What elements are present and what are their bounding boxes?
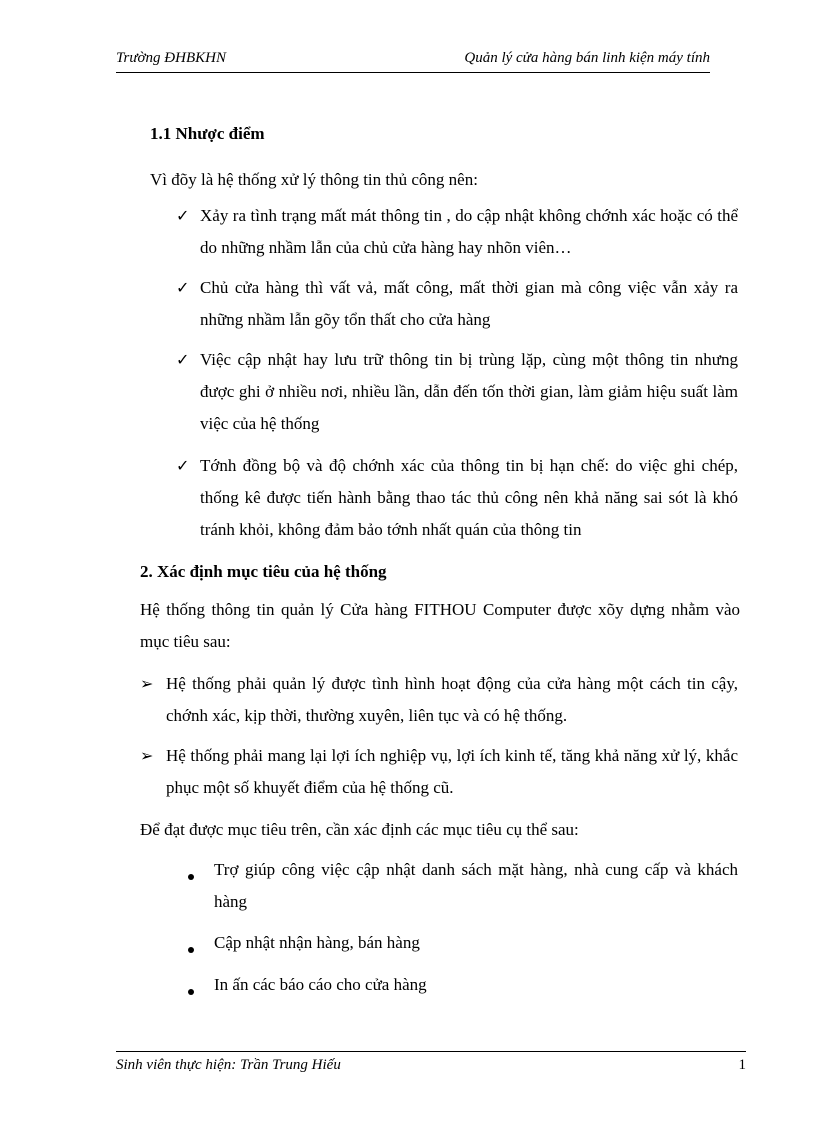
list-item-text: Xảy ra tình trạng mất mát thông tin , do cập nhật không chớnh xác hoặc có thể do những nhầm lẫn của chủ cửa hàng hay nhõn viên… bbox=[200, 206, 738, 257]
subsection-title: 1.1 Nhược điểm bbox=[150, 124, 265, 143]
bullet-icon bbox=[188, 940, 194, 958]
list-item-text: Trợ giúp công việc cập nhật danh sách mặt hàng, nhà cung cấp và khách hàng bbox=[214, 860, 738, 911]
check-icon: ✓ bbox=[176, 458, 190, 475]
footer-author: Sinh viên thực hiện: Trần Trung Hiếu bbox=[116, 1057, 341, 1073]
subsection-intro: Vì đõy là hệ thống xử lý thông tin thủ công nên: bbox=[150, 170, 478, 189]
list-item-text: Hệ thống phải quản lý được tình hình hoạt động của cửa hàng một cách tin cậy, chớnh xác, kịp thời, thường xuyên, liên tục và có hệ thống. bbox=[166, 674, 738, 725]
page-number: 1 bbox=[738, 1057, 746, 1073]
header-rule bbox=[116, 72, 710, 73]
list-item-text: In ấn các báo cáo cho cửa hàng bbox=[214, 975, 427, 994]
check-icon: ✓ bbox=[176, 352, 190, 369]
arrow-icon: ➢ bbox=[140, 676, 154, 693]
bullet-icon bbox=[188, 982, 194, 1000]
list-item-text: Cập nhật nhận hàng, bán hàng bbox=[214, 933, 420, 952]
list-item-text: Chủ cửa hàng thì vất vả, mất công, mất thời gian mà công việc vẫn xảy ra những nhầm lẫn gõy tổn thất cho cửa hàng bbox=[200, 278, 738, 329]
header-title: Quản lý cửa hàng bán linh kiện máy tính bbox=[464, 50, 710, 66]
check-icon: ✓ bbox=[176, 280, 190, 297]
bullet-icon bbox=[188, 867, 194, 885]
list-item-text: Hệ thống phải mang lại lợi ích nghiệp vụ, lợi ích kinh tế, tăng khả năng xử lý, khắc phục một số khuyết điểm của hệ thống cũ. bbox=[166, 746, 738, 797]
section-intro: Hệ thống thông tin quản lý Cửa hàng FITHOU Computer được xõy dựng nhằm vào mục tiêu sau: bbox=[140, 600, 740, 651]
section-title: 2. Xác định mục tiêu của hệ thống bbox=[140, 562, 387, 581]
arrow-icon: ➢ bbox=[140, 748, 154, 765]
page-footer bbox=[116, 1055, 746, 1077]
list-item-text: Việc cập nhật hay lưu trữ thông tin bị trùng lặp, cùng một thông tin nhưng được ghi ở nhiều nơi, nhiều lần, dẫn đến tốn thời gian, làm giảm hiệu suất làm việc của hệ thống bbox=[200, 350, 738, 433]
list-item-text: Tớnh đồng bộ và độ chớnh xác của thông tin bị hạn chế: do việc ghi chép, thống kê được tiến hành bằng thao tác thủ công nên khả năng sai sót là khó tránh khỏi, không đảm bảo tớnh nhất quán của thông tin bbox=[200, 456, 738, 539]
footer-rule bbox=[116, 1051, 746, 1052]
goals-intro: Để đạt được mục tiêu trên, cần xác định các mục tiêu cụ thể sau: bbox=[140, 820, 579, 839]
header-school: Trường ĐHBKHN bbox=[116, 50, 226, 66]
check-icon: ✓ bbox=[176, 208, 190, 225]
page-header bbox=[116, 50, 710, 72]
